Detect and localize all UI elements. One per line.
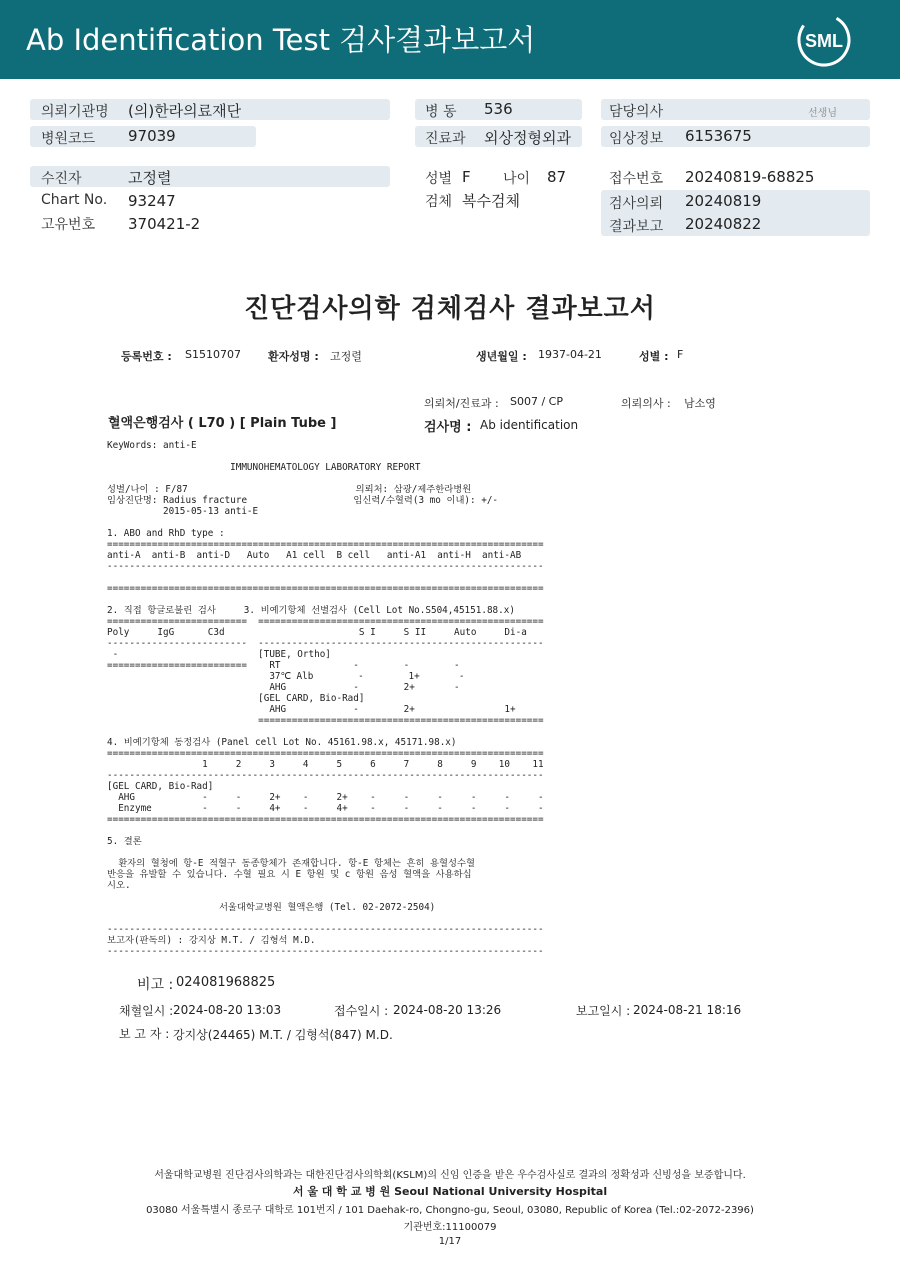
- name-label: 환자성명 :: [268, 350, 319, 363]
- sex-label: 성별: [425, 171, 453, 187]
- test-name-value: Ab identification: [480, 418, 579, 432]
- receipt-label: 접수번호: [609, 171, 664, 187]
- footer-institution-code: 기관번호:11100079: [403, 1222, 497, 1233]
- age-value: 87: [547, 168, 567, 186]
- hospital-code-label: 병원코드: [41, 131, 96, 147]
- name-value: 고정렬: [330, 350, 362, 363]
- unique-value: 370421-2: [128, 215, 201, 233]
- header-bar: [0, 0, 900, 79]
- report-body: KeyWords: anti-E IMMUNOHEMATOLOGY LABORATORY REPORT 성별/나이 : F/87 의뢰처: 삼광/제주한라병원 임상진단명: Radius fracture 임신력/수혈력(3 mo 이내): +/- 2015-05-13 anti-E 1. ABO and RhD type : ============================================================================== anti-A anti-B anti-D Auto A1 cell B cell anti-A1 anti-H anti-AB ------------------------------------------------------------------------------ ============================================================================== 2. 직접 항글로불린 검사 3. 비예기항체 선별검사 (Cell Lot No.S504,45151.88.x) ========================= =================================================== Poly IgG C3d S I S II Auto Di-a ------------------------- --------------------------------------------------- - [TUBE, Ortho] ========================= RT - - - 37℃ Alb - 1+ - AHG - 2+ - [GEL CARD, Bio-Rad] AHG - 2+ 1+ =================================================== 4. 비예기항체 동정검사 (Panel cell Lot No. 45161.98.x, 45171.98.x) ============================================================================== 1 2 3 4 5 6 7 8 9 10 11 ------------------------------------------------------------------------------ [GEL CARD, Bio-Rad] AHG - - 2+ - 2+ - - - - - - Enzyme - - 4+ - 4+ - - - - - - ============================================================================== 5. 결론 환자의 혈청에 항-E 적혈구 동종항체가 존재합니다. 항-E 항체는 흔히 용혈성수혈 반응을 유발할 수 있습니다. 수혈 필요 시 E 항원 및 c 항원 음성 혈액을 사용하십 시오. 서울대학교병원 혈액은행 (Tel. 02-2072-2504) ------------------------------------------------------------------------------ 보고자(판독의) : 강지상 M.T. / 김형석 M.D. ------------------------------------------------------------------------------: [107, 440, 544, 957]
- receive-label: 접수일시 :: [334, 1004, 389, 1018]
- institution-value: (의)한라의료재단: [128, 102, 242, 120]
- doctor-suffix: 선생님: [808, 108, 837, 119]
- receive-value: 2024-08-20 13:26: [393, 1003, 502, 1017]
- chart-value: 93247: [128, 192, 176, 210]
- dob-value: 1937-04-21: [538, 348, 602, 361]
- patient-label: 수진자: [41, 171, 82, 187]
- report-time-value: 2024-08-21 18:16: [633, 1003, 742, 1017]
- referrer-value: S007 / CP: [510, 395, 563, 408]
- collect-value: 2024-08-20 13:03: [173, 1003, 282, 1017]
- dept-value: 외상정형외과: [484, 129, 571, 147]
- ward-label: 병 동: [425, 104, 457, 120]
- receipt-value: 20240819-68825: [685, 168, 815, 186]
- request-value: 20240819: [685, 192, 762, 210]
- report-date-value: 20240822: [685, 215, 762, 233]
- remark-value: 024081968825: [176, 975, 276, 990]
- reg-label: 등록번호 :: [121, 350, 172, 363]
- logo-text: SML: [805, 31, 843, 51]
- clinical-label: 임상정보: [609, 131, 664, 147]
- footer-hospital-name: 서 울 대 학 교 병 원 Seoul National University Hospital: [292, 1185, 608, 1198]
- reporter-label: 보 고 자 :: [119, 1027, 170, 1041]
- doc-sex-value: F: [677, 348, 684, 361]
- specimen-value: 복수검체: [462, 192, 520, 210]
- footer-address: 03080 서울특별시 종로구 대학로 101번지 / 101 Daehak-ro, Chongno-gu, Seoul, 03080, Republic of Korea (Tel.:02-2072-2396): [146, 1205, 754, 1216]
- report-date-label: 결과보고: [609, 219, 664, 235]
- remark-label: 비고 :: [137, 977, 174, 993]
- unique-label: 고유번호: [41, 217, 96, 233]
- ward-value: 536: [484, 100, 513, 118]
- ref-doctor-value: 남소영: [684, 397, 716, 410]
- test-name-label: 검사명 :: [424, 420, 472, 435]
- reporter-value: 강지상(24465) M.T. / 김형석(847) M.D.: [173, 1028, 393, 1042]
- collect-label: 채혈일시 :: [119, 1004, 174, 1018]
- row-patient: [30, 166, 390, 187]
- age-label: 나이: [503, 171, 531, 187]
- page-title: Ab Identification Test 검사결과보고서: [26, 23, 536, 57]
- patient-value: 고정렬: [128, 169, 172, 187]
- clinical-value: 6153675: [685, 127, 752, 145]
- dob-label: 생년월일 :: [476, 350, 527, 363]
- doc-sex-label: 성별 :: [639, 350, 669, 363]
- sex-value: F: [462, 168, 471, 186]
- request-label: 검사의뢰: [609, 196, 664, 212]
- dept-label: 진료과: [425, 131, 466, 147]
- document-title: 진단검사의학 검체검사 결과보고서: [244, 294, 656, 324]
- institution-label: 의뢰기관명: [41, 104, 109, 120]
- chart-label: Chart No.: [41, 192, 108, 208]
- report-time-label: 보고일시 :: [576, 1004, 631, 1018]
- test-group: 혈액은행검사 ( L70 ) [ Plain Tube ]: [108, 416, 337, 431]
- specimen-label: 검체: [425, 194, 453, 210]
- page-number: 1/17: [438, 1236, 462, 1247]
- referrer-label: 의뢰처/진료과 :: [424, 397, 499, 410]
- doctor-label: 담당의사: [609, 104, 664, 120]
- footer-certification: 서울대학교병원 진단검사의학과는 대한진단검사의학회(KSLM)의 신임 인증을 받은 우수검사실로 결과의 정확성과 신빙성을 보증합니다.: [154, 1170, 746, 1181]
- hospital-code-value: 97039: [128, 127, 176, 145]
- sml-logo-icon: [796, 12, 852, 68]
- ref-doctor-label: 의뢰의사 :: [621, 397, 671, 410]
- reg-value: S1510707: [185, 348, 241, 361]
